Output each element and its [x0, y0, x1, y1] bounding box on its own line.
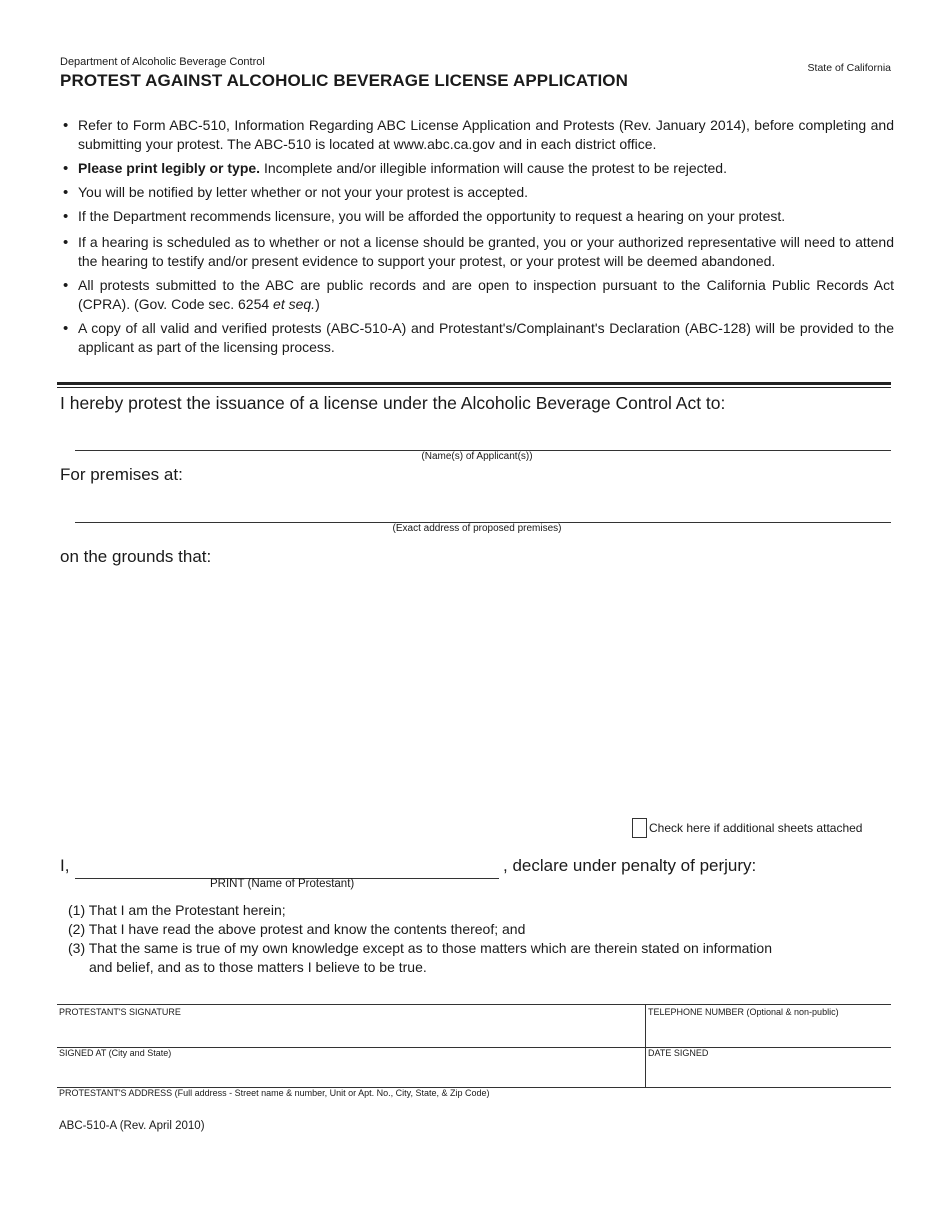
section-divider: [57, 387, 891, 388]
protest-statement: I hereby protest the issuance of a license under the Alcoholic Beverage Control Act to:: [60, 393, 726, 413]
state-label: State of California: [807, 62, 891, 74]
form-title: PROTEST AGAINST ALCOHOLIC BEVERAGE LICENSE APPLICATION: [60, 71, 629, 90]
date-signed-label: DATE SIGNED: [648, 1048, 709, 1058]
bullet-icon: •: [63, 208, 69, 225]
bullet-icon: •: [63, 277, 69, 294]
instruction-item: • You will be notified by letter whether or not your your protest is accepted.: [63, 184, 529, 201]
bullet-icon: •: [63, 320, 69, 337]
bullet-icon: •: [63, 184, 69, 201]
bullet-icon: •: [63, 234, 69, 251]
declaration-prefix: I,: [60, 856, 70, 875]
department-name: Department of Alcoholic Beverage Control: [60, 56, 265, 68]
declaration-item: (2) That I have read the above protest and know the contents thereof; and: [68, 921, 526, 937]
instruction-item: • Please print legibly or type. Incomplete and/or illegible information will cause the protest to be rejected.: [63, 160, 727, 177]
protestant-name-caption: PRINT (Name of Protestant): [210, 878, 355, 890]
telephone-field[interactable]: [646, 1005, 891, 1047]
instruction-item: • Refer to Form ABC-510, Information Regarding ABC License Application and Protests (Rev. January 2014), before completing and submitting your protest. The ABC-510 is located at www.abc.ca.gov and in each district office.: [63, 117, 894, 152]
date-signed-field[interactable]: [646, 1048, 891, 1087]
declaration-item: and belief, and as to those matters I believe to be true.: [89, 959, 427, 975]
declaration-suffix: , declare under penalty of perjury:: [503, 856, 757, 875]
bullet-icon: •: [63, 117, 69, 134]
applicant-name-field[interactable]: [75, 425, 891, 450]
premises-label: For premises at:: [60, 465, 183, 484]
protestant-name-field[interactable]: [75, 856, 499, 878]
premises-address-caption: (Exact address of proposed premises): [392, 523, 562, 534]
instruction-item: • All protests submitted to the ABC are public records and are open to inspection pursuant to the California Public Records Act (CPRA). (Gov. Code sec. 6254 et seq.): [63, 277, 894, 312]
telephone-label: TELEPHONE NUMBER (Optional & non-public): [648, 1007, 839, 1017]
declaration-list: [68, 901, 772, 977]
bullet-icon: •: [63, 160, 69, 177]
grounds-text-area[interactable]: [60, 575, 891, 810]
additional-sheets-checkbox[interactable]: [632, 818, 647, 838]
section-divider: [57, 382, 891, 385]
protestant-address-label: PROTESTANT'S ADDRESS (Full address - Street name & number, Unit or Apt. No., City, State, & Zip Code): [59, 1088, 490, 1098]
premises-address-field[interactable]: [75, 495, 891, 522]
signed-at-label: SIGNED AT (City and State): [59, 1048, 172, 1058]
signed-at-field[interactable]: [57, 1048, 645, 1087]
instruction-item: • A copy of all valid and verified protests (ABC-510-A) and Protestant's/Complainant's Declaration (ABC-128) will be provided to the applicant as part of the licensing process.: [63, 320, 894, 355]
protestant-signature-label: PROTESTANT'S SIGNATURE: [59, 1007, 181, 1017]
applicant-name-caption: (Name(s) of Applicant(s)): [421, 451, 533, 462]
instruction-item: • If the Department recommends licensure, you will be afforded the opportunity to request a hearing on your protest.: [63, 208, 786, 225]
protestant-signature-field[interactable]: [57, 1005, 645, 1047]
declaration-item: (3) That the same is true of my own knowledge except as to those matters which are therein stated on information: [68, 940, 772, 956]
additional-sheets-label: Check here if additional sheets attached: [649, 821, 863, 835]
form-id: ABC-510-A (Rev. April 2010): [59, 1120, 205, 1132]
instruction-list: [60, 116, 894, 362]
protestant-address-field[interactable]: [57, 1088, 891, 1110]
declaration-item: (1) That I am the Protestant herein;: [68, 902, 286, 918]
instruction-item: • If a hearing is scheduled as to whether or not a license should be granted, you or your authorized representative will need to attend the hearing to testify and/or present evidence to support your protest, or your protest will be deemed abandoned.: [63, 234, 894, 269]
grounds-label: on the grounds that:: [60, 547, 212, 566]
